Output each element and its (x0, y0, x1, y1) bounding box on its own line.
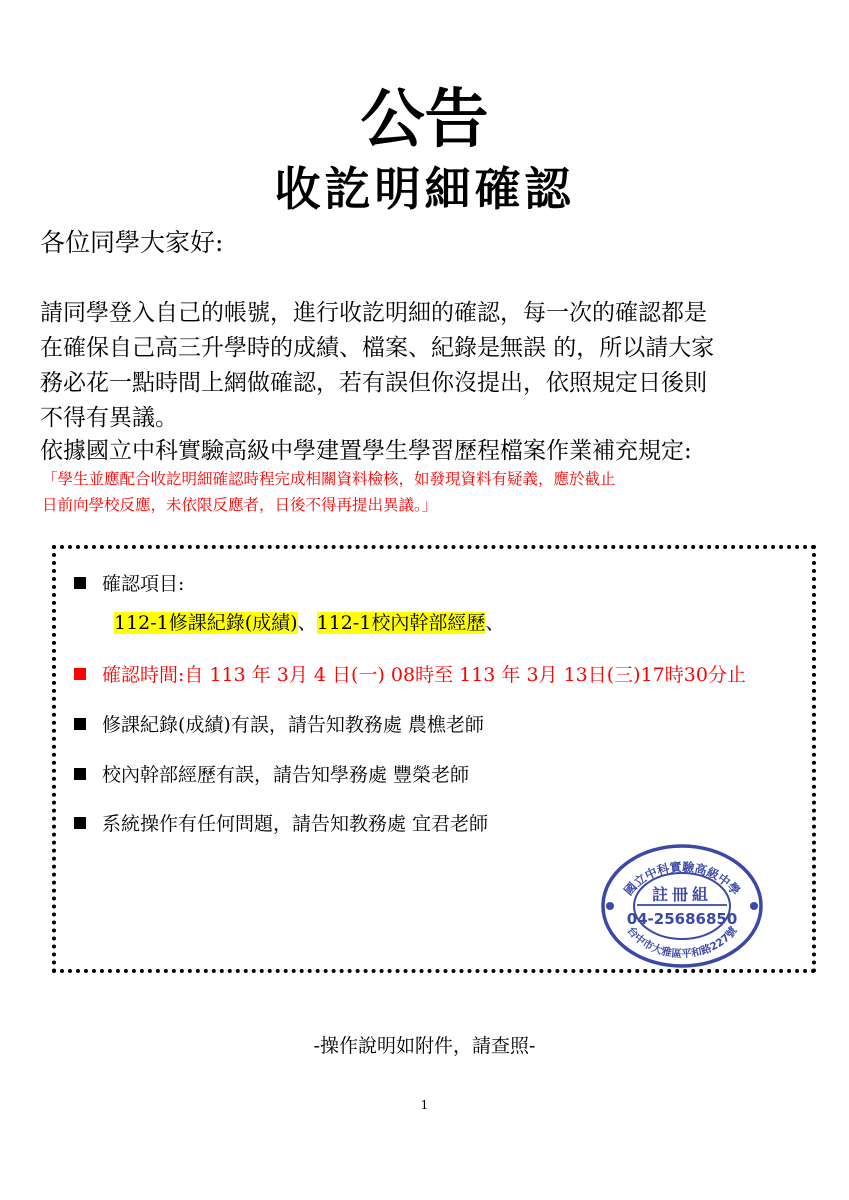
seal-inner-ring (634, 873, 730, 939)
contact-row (74, 712, 484, 738)
announcement-title: 公告 (360, 83, 489, 157)
body-line: 在確保自己高三升學時的成績、檔案、紀錄是無誤 的，所以請大家 (40, 335, 715, 361)
seal-address: 台中市大雅區平和路227號 (624, 924, 740, 961)
confirm-time-row (74, 662, 746, 688)
body-line: 務必花一點時間上網做確認，若有誤但你沒提出，依照規定日後則 (40, 370, 707, 396)
registration-office-seal (597, 842, 767, 970)
seal-outer-ring (603, 846, 761, 966)
body-line: 不得有異議。 (40, 405, 178, 431)
seal-unit: 註冊組 (651, 885, 713, 904)
contact-row (74, 811, 488, 837)
seal-school-name: 國立中科實驗高級中學 (621, 859, 743, 899)
square-bullet-icon (74, 577, 86, 589)
confirm-time: 確認時間:自 113 年 3月 4 日(一) 08時至 113 年 3月 13日(三)17時30分止 (102, 664, 746, 686)
item-separator: 、 (485, 612, 505, 634)
regulation-quote (42, 466, 812, 518)
items-label-row (74, 571, 184, 597)
seal-phone: 04-25686850 (626, 910, 738, 928)
contact-cadre-experience: 校內幹部經歷有誤，請告知學務處 豐榮老師 (102, 764, 470, 786)
confirm-items (114, 609, 504, 637)
quote-line: 「學生並應配合收訖明細確認時程完成相關資料檢核，如發現資料有疑義，應於截止 (42, 470, 616, 488)
body-line: 請同學登入自己的帳號，進行收訖明細的確認，每一次的確認都是 (40, 300, 707, 326)
seal-left-dot-icon (606, 902, 614, 910)
greeting: 各位同學大家好: (40, 228, 224, 257)
confirm-item-course-record: 112-1修課紀錄(成績) (114, 612, 298, 634)
document-subtitle: 收訖明細確認 (274, 162, 575, 216)
square-bullet-icon (74, 768, 86, 780)
contact-system-operation: 系統操作有任何問題，請告知教務處 宜君老師 (102, 813, 489, 835)
square-bullet-icon (74, 668, 86, 680)
items-label: 確認項目: (102, 573, 185, 595)
quote-line: 日前向學校反應，未依限反應者，日後不得再提出異議。」 (42, 496, 438, 514)
item-separator: 、 (297, 612, 317, 634)
seal-right-dot-icon (750, 902, 758, 910)
square-bullet-icon (74, 718, 86, 730)
contact-row (74, 762, 469, 788)
regulation-basis: 依據國立中科實驗高級中學建置學生學習歷程檔案作業補充規定: (40, 438, 692, 464)
footer-note: -操作說明如附件，請查照- (313, 1035, 536, 1057)
square-bullet-icon (74, 817, 86, 829)
body-paragraph (40, 296, 820, 436)
confirm-item-cadre-experience: 112-1校內幹部經歷 (316, 612, 486, 634)
contact-course-record: 修課紀錄(成績)有誤，請告知教務處 農樵老師 (102, 714, 484, 736)
page-number: 1 (420, 1098, 429, 1112)
